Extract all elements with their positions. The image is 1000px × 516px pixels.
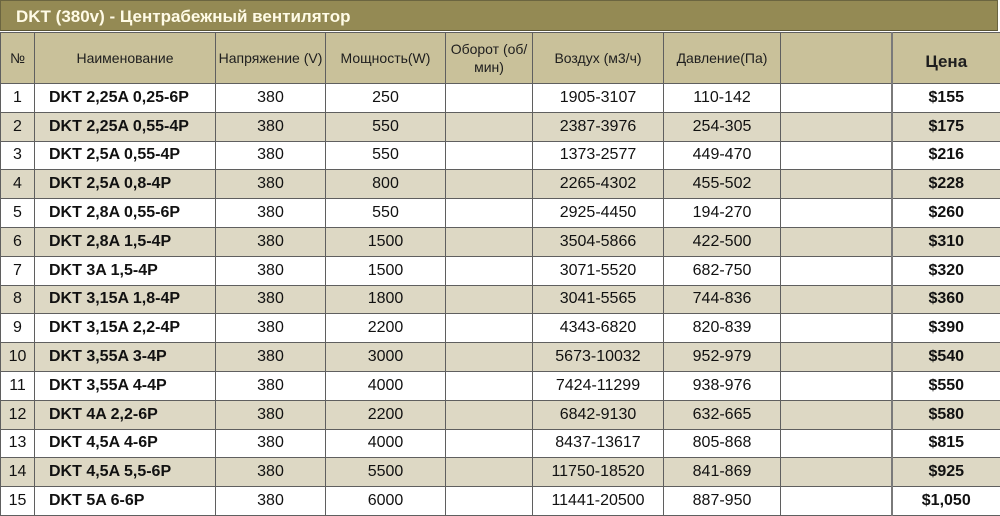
cell-name: DKT 3A 1,5-4P: [35, 256, 216, 285]
cell-rpm: [446, 227, 533, 256]
table-row: [1, 429, 1000, 458]
cell-pressure: 632-665: [664, 400, 781, 429]
cell-rpm: [446, 256, 533, 285]
cell-air: 3071-5520: [533, 256, 664, 285]
cell-name: DKT 4A 2,2-6P: [35, 400, 216, 429]
cell-price: $580: [892, 400, 1000, 429]
cell-power: 1800: [326, 285, 446, 314]
cell-voltage: 380: [216, 84, 326, 113]
cell-num: 2: [1, 112, 35, 141]
header-power: Мощность(W): [326, 33, 446, 84]
cell-power: 550: [326, 112, 446, 141]
cell-num: 14: [1, 458, 35, 487]
cell-price: $925: [892, 458, 1000, 487]
cell-voltage: 380: [216, 487, 326, 516]
cell-blank: [781, 371, 892, 400]
cell-power: 550: [326, 199, 446, 228]
cell-name: DKT 2,8A 0,55-6P: [35, 199, 216, 228]
header-blank: [781, 33, 892, 84]
cell-blank: [781, 458, 892, 487]
cell-pressure: 449-470: [664, 141, 781, 170]
cell-voltage: 380: [216, 285, 326, 314]
cell-num: 4: [1, 170, 35, 199]
cell-rpm: [446, 170, 533, 199]
cell-blank: [781, 429, 892, 458]
cell-blank: [781, 227, 892, 256]
table-row: [1, 487, 1000, 516]
cell-air: 3504-5866: [533, 227, 664, 256]
cell-rpm: [446, 285, 533, 314]
cell-name: DKT 4,5A 5,5-6P: [35, 458, 216, 487]
cell-power: 1500: [326, 256, 446, 285]
cell-air: 5673-10032: [533, 343, 664, 372]
cell-name: DKT 2,25A 0,55-4P: [35, 112, 216, 141]
cell-power: 250: [326, 84, 446, 113]
table-row: [1, 285, 1000, 314]
cell-rpm: [446, 458, 533, 487]
cell-voltage: 380: [216, 458, 326, 487]
cell-air: 8437-13617: [533, 429, 664, 458]
cell-name: DKT 3,55A 4-4P: [35, 371, 216, 400]
cell-pressure: 952-979: [664, 343, 781, 372]
cell-voltage: 380: [216, 141, 326, 170]
header-price: Цена: [892, 33, 1000, 84]
cell-price: $216: [892, 141, 1000, 170]
cell-num: 12: [1, 400, 35, 429]
cell-blank: [781, 487, 892, 516]
cell-pressure: 682-750: [664, 256, 781, 285]
cell-price: $550: [892, 371, 1000, 400]
cell-power: 4000: [326, 429, 446, 458]
cell-voltage: 380: [216, 400, 326, 429]
cell-pressure: 805-868: [664, 429, 781, 458]
cell-air: 7424-11299: [533, 371, 664, 400]
cell-rpm: [446, 343, 533, 372]
table-row: [1, 314, 1000, 343]
cell-air: 2265-4302: [533, 170, 664, 199]
cell-power: 2200: [326, 400, 446, 429]
cell-blank: [781, 84, 892, 113]
table-row: [1, 256, 1000, 285]
cell-power: 550: [326, 141, 446, 170]
cell-voltage: 380: [216, 429, 326, 458]
cell-num: 9: [1, 314, 35, 343]
cell-name: DKT 4,5A 4-6P: [35, 429, 216, 458]
cell-price: $360: [892, 285, 1000, 314]
cell-air: 1373-2577: [533, 141, 664, 170]
cell-voltage: 380: [216, 170, 326, 199]
cell-air: 3041-5565: [533, 285, 664, 314]
cell-price: $1,050: [892, 487, 1000, 516]
cell-num: 7: [1, 256, 35, 285]
cell-air: 2925-4450: [533, 199, 664, 228]
cell-rpm: [446, 487, 533, 516]
cell-name: DKT 2,5A 0,8-4P: [35, 170, 216, 199]
cell-voltage: 380: [216, 227, 326, 256]
table-row: [1, 112, 1000, 141]
cell-rpm: [446, 429, 533, 458]
header-voltage: Напряжение (V): [216, 33, 326, 84]
cell-blank: [781, 314, 892, 343]
cell-num: 15: [1, 487, 35, 516]
cell-blank: [781, 343, 892, 372]
cell-num: 10: [1, 343, 35, 372]
cell-name: DKT 2,8A 1,5-4P: [35, 227, 216, 256]
cell-num: 11: [1, 371, 35, 400]
cell-power: 6000: [326, 487, 446, 516]
cell-voltage: 380: [216, 314, 326, 343]
header-name: Наименование: [35, 33, 216, 84]
cell-blank: [781, 170, 892, 199]
cell-air: 2387-3976: [533, 112, 664, 141]
cell-air: 4343-6820: [533, 314, 664, 343]
cell-pressure: 820-839: [664, 314, 781, 343]
cell-price: $390: [892, 314, 1000, 343]
cell-num: 1: [1, 84, 35, 113]
cell-voltage: 380: [216, 112, 326, 141]
cell-num: 8: [1, 285, 35, 314]
cell-price: $228: [892, 170, 1000, 199]
cell-pressure: 110-142: [664, 84, 781, 113]
table-row: [1, 458, 1000, 487]
cell-pressure: 744-836: [664, 285, 781, 314]
cell-num: 6: [1, 227, 35, 256]
cell-voltage: 380: [216, 256, 326, 285]
cell-rpm: [446, 371, 533, 400]
cell-voltage: 380: [216, 343, 326, 372]
cell-air: 11750-18520: [533, 458, 664, 487]
cell-num: 3: [1, 141, 35, 170]
sheet-title: DKT (380v) - Центрабежный вентилятор: [0, 0, 998, 31]
cell-rpm: [446, 314, 533, 343]
cell-blank: [781, 400, 892, 429]
table-row: [1, 227, 1000, 256]
cell-pressure: 841-869: [664, 458, 781, 487]
cell-price: $310: [892, 227, 1000, 256]
cell-price: $540: [892, 343, 1000, 372]
cell-rpm: [446, 112, 533, 141]
cell-rpm: [446, 400, 533, 429]
cell-power: 5500: [326, 458, 446, 487]
cell-pressure: 194-270: [664, 199, 781, 228]
header-row: [1, 33, 1000, 84]
cell-power: 3000: [326, 343, 446, 372]
cell-power: 4000: [326, 371, 446, 400]
cell-rpm: [446, 84, 533, 113]
cell-blank: [781, 285, 892, 314]
cell-pressure: 422-500: [664, 227, 781, 256]
cell-price: $815: [892, 429, 1000, 458]
cell-name: DKT 5A 6-6P: [35, 487, 216, 516]
cell-name: DKT 3,15A 2,2-4P: [35, 314, 216, 343]
table-row: [1, 371, 1000, 400]
header-air: Воздух (м3/ч): [533, 33, 664, 84]
cell-price: $320: [892, 256, 1000, 285]
cell-pressure: 455-502: [664, 170, 781, 199]
table-row: [1, 84, 1000, 113]
cell-name: DKT 3,15A 1,8-4P: [35, 285, 216, 314]
table-row: [1, 343, 1000, 372]
table-row: [1, 400, 1000, 429]
cell-pressure: 938-976: [664, 371, 781, 400]
cell-name: DKT 2,5A 0,55-4P: [35, 141, 216, 170]
cell-blank: [781, 141, 892, 170]
cell-pressure: 254-305: [664, 112, 781, 141]
header-num: №: [1, 33, 35, 84]
cell-air: 1905-3107: [533, 84, 664, 113]
cell-num: 5: [1, 199, 35, 228]
cell-name: DKT 2,25A 0,25-6P: [35, 84, 216, 113]
cell-air: 6842-9130: [533, 400, 664, 429]
cell-voltage: 380: [216, 371, 326, 400]
cell-num: 13: [1, 429, 35, 458]
cell-price: $155: [892, 84, 1000, 113]
cell-blank: [781, 112, 892, 141]
cell-voltage: 380: [216, 199, 326, 228]
cell-blank: [781, 256, 892, 285]
table-row: [1, 141, 1000, 170]
cell-pressure: 887-950: [664, 487, 781, 516]
table-row: [1, 199, 1000, 228]
cell-rpm: [446, 141, 533, 170]
header-rpm: Оборот (об/мин): [446, 33, 533, 84]
cell-price: $175: [892, 112, 1000, 141]
cell-blank: [781, 199, 892, 228]
cell-air: 11441-20500: [533, 487, 664, 516]
cell-price: $260: [892, 199, 1000, 228]
header-pressure: Давление(Па): [664, 33, 781, 84]
price-table: [0, 32, 1000, 516]
cell-name: DKT 3,55A 3-4P: [35, 343, 216, 372]
table-row: [1, 170, 1000, 199]
cell-power: 2200: [326, 314, 446, 343]
cell-power: 1500: [326, 227, 446, 256]
cell-power: 800: [326, 170, 446, 199]
cell-rpm: [446, 199, 533, 228]
